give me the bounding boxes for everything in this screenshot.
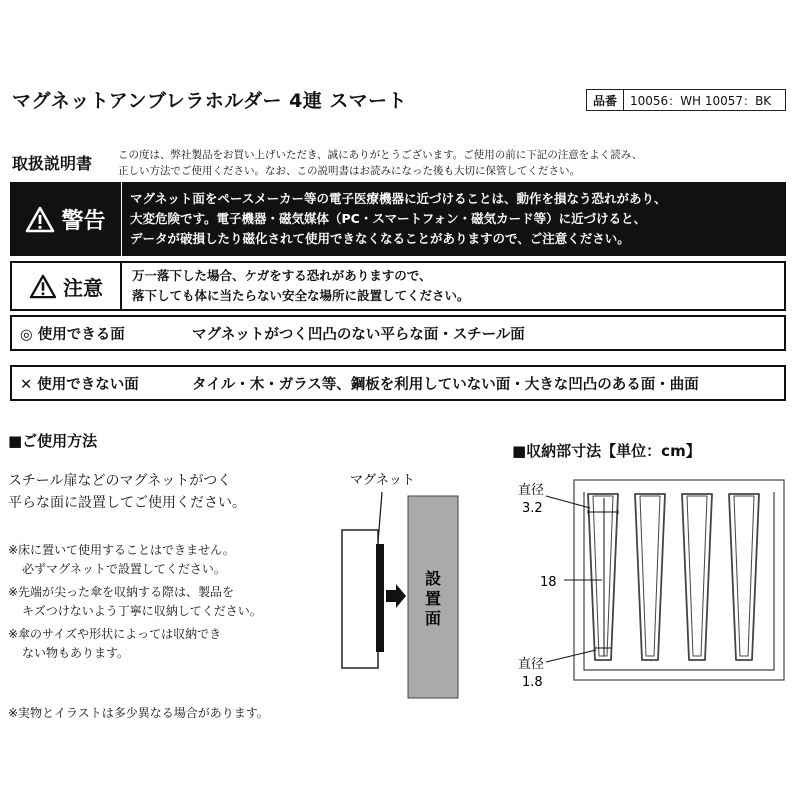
magnet-strip	[376, 544, 384, 652]
product-code-value: 10056：WH 10057：BK	[630, 93, 772, 108]
note-line: 必ずマグネットで設置してください。	[22, 562, 226, 576]
magnet-label: マグネット	[350, 473, 415, 488]
note-line: キズつけないよう丁寧に収納してください。	[22, 604, 262, 618]
surface-label-char: 面	[424, 609, 442, 628]
usage-line: 平らな面に設置してご使用ください。	[8, 495, 246, 511]
double-circle-icon: ◎	[20, 326, 33, 343]
caution-triangle-icon	[29, 274, 57, 299]
usage-note	[8, 625, 221, 663]
bottom-diameter-value: 1.8	[522, 675, 543, 690]
unusable-label: 使用できない面	[37, 376, 139, 393]
note-line: ※先端が尖った傘を収納する際は、製品を	[8, 585, 235, 599]
warning-header	[10, 182, 122, 256]
note-line: ※床に置いて使用することはできません。	[8, 543, 235, 557]
product-code-box	[586, 89, 786, 111]
caution-box	[10, 261, 786, 311]
dimension-diagram	[500, 470, 790, 690]
top-diameter-value: 3.2	[522, 501, 543, 516]
bottom-diameter-label: 直径	[518, 657, 545, 672]
caution-line: 万一落下した場合、ケガをする恐れがありますので、	[132, 268, 432, 283]
usable-surface-row	[10, 315, 786, 351]
product-title: マグネットアンブレラホルダー 4連 スマート	[12, 90, 408, 112]
caution-label: 注意	[63, 275, 103, 300]
warning-line: 大変危険です。電子機器・磁気媒体（PC・スマートフォン・磁気カード等）に近づけると、	[130, 211, 647, 226]
warning-text	[122, 189, 667, 249]
cross-icon: ✕	[20, 376, 33, 393]
holder-body	[342, 530, 378, 668]
top-diameter-label: 直径	[518, 483, 545, 498]
height-value: 18	[540, 575, 557, 590]
unusable-key	[12, 373, 192, 394]
note-line: ※傘のサイズや形状によっては収納でき	[8, 627, 222, 641]
warning-box	[10, 182, 786, 256]
surface-label-char: 置	[424, 589, 442, 608]
usable-key	[12, 323, 192, 344]
arrow-right-icon	[386, 584, 406, 608]
warning-line: データが破損したり磁化されて使用できなくなることがありますので、ご注意ください。	[130, 231, 630, 246]
unusable-text: タイル・木・ガラス等、鋼板を利用していない面・大きな凹凸のある面・曲面	[192, 376, 699, 393]
manual-heading: 取扱説明書	[12, 154, 93, 173]
usage-line: スチール扉などのマグネットがつく	[8, 473, 232, 489]
product-code-label: 品番	[587, 90, 624, 110]
usage-note	[8, 541, 235, 579]
footnote: ※実物とイラストは多少異なる場合があります。	[8, 706, 269, 720]
intro-line: 正しい方法でご使用ください。なお、この説明書はお読みになった後も大切に保管してください。	[118, 165, 580, 177]
installation-illustration	[330, 462, 470, 702]
caution-text	[122, 266, 470, 306]
dimensions-heading: ■収納部寸法【単位：cm】	[512, 442, 701, 460]
note-line: ない物もあります。	[22, 646, 130, 660]
surface-label-char: 設	[424, 569, 442, 588]
warning-label: 警告	[61, 208, 106, 234]
unusable-surface-row	[10, 365, 786, 401]
warning-triangle-icon	[25, 206, 55, 233]
intro-line: この度は、弊社製品をお買い上げいただき、誠にありがとうございます。ご使用の前に下記の注意をよく読み、	[118, 149, 643, 161]
usable-text: マグネットがつく凹凸のない平らな面・スチール面	[192, 326, 525, 343]
caution-line: 落下しても体に当たらない安全な場所に設置してください。	[132, 288, 470, 303]
warning-line: マグネット面をペースメーカー等の電子医療機器に近づけることは、動作を損なう恐れがあり、	[130, 191, 667, 206]
intro-text	[118, 147, 642, 179]
usage-note	[8, 583, 262, 621]
usage-heading: ■ご使用方法	[8, 432, 98, 450]
caution-header	[12, 263, 122, 309]
usage-main-text	[8, 470, 246, 514]
usable-label: 使用できる面	[37, 326, 125, 343]
